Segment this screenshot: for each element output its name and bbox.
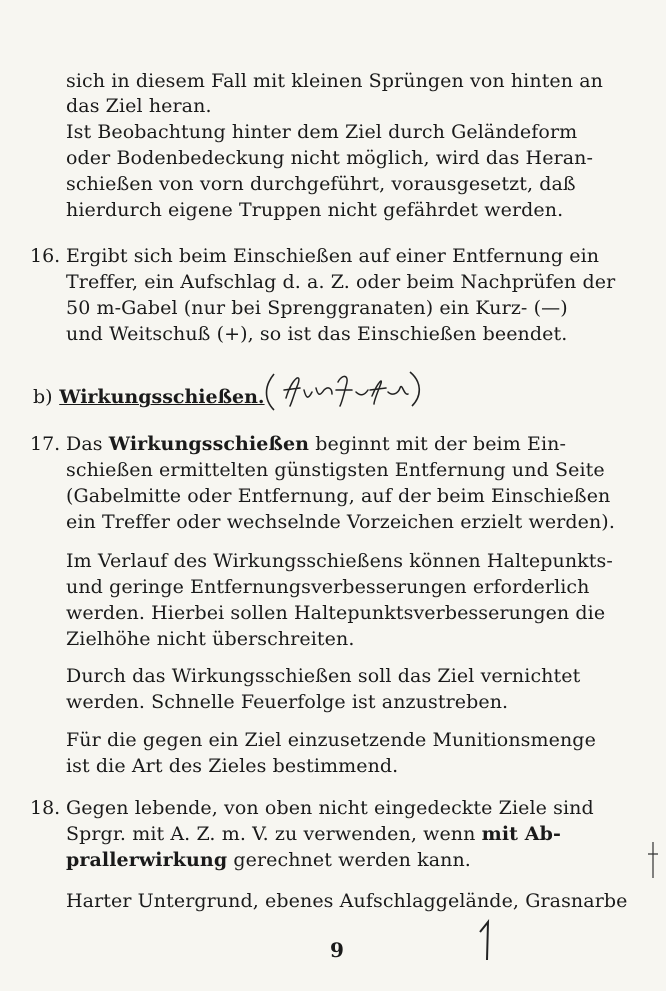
section-17-para3-line-1: Durch das Wirkungsschießen soll das Ziel vernichtet <box>66 665 581 687</box>
intro-line-5: schießen von vorn durchgeführt, vorausgesetzt, daß <box>66 173 576 195</box>
section-17-number: 17. <box>30 433 61 455</box>
section-b-label: b) <box>33 386 53 408</box>
section-18-line-4: Harter Untergrund, ebenes Aufschlaggelände, Grasnarbe <box>66 890 628 912</box>
section-17-para3-line-2: werden. Schnelle Feuerfolge ist anzustreben. <box>66 691 509 713</box>
section-17-line-2: schießen ermittelten günstigsten Entfernung und Seite <box>66 459 605 481</box>
section-b-heading <box>33 384 265 410</box>
section-18-line-3 <box>66 847 471 873</box>
section-17-line-4: ein Treffer oder wechselnde Vorzeichen erzielt werden). <box>66 511 615 533</box>
handwritten-note-drawing <box>262 368 432 412</box>
section-17-para4-line-2: ist die Art des Zieles bestimmend. <box>66 755 399 777</box>
section-18-line-2-pre: Sprgr. mit A. Z. m. V. zu verwenden, wenn <box>66 823 476 845</box>
section-b-title: Wirkungsschießen. <box>59 386 265 408</box>
section-17-para4-line-1: Für die gegen ein Ziel einzusetzende Munitionsmenge <box>66 729 596 751</box>
section-16-number: 16. <box>30 245 61 267</box>
section-16-line-1: Ergibt sich beim Einschießen auf einer Entfernung ein <box>66 245 600 267</box>
section-17-line-1-post: beginnt mit der beim Ein- <box>315 433 566 455</box>
section-17-line-1-bold: Wirkungsschießen <box>108 433 310 455</box>
section-17-para2-line-1: Im Verlauf des Wirkungsschießens können Haltepunkts- <box>66 550 613 572</box>
section-18-line-3-post: gerechnet werden kann. <box>233 849 471 871</box>
page-number: 9 <box>330 938 344 962</box>
intro-line-4: oder Bodenbedeckung nicht möglich, wird das Heran- <box>66 147 594 169</box>
section-16-line-3: 50 m-Gabel (nur bei Sprenggranaten) ein Kurz- (—) <box>66 297 568 319</box>
section-17-para2-line-3: werden. Hierbei sollen Haltepunktsverbesserungen die <box>66 602 606 624</box>
intro-line-2: das Ziel heran. <box>66 95 212 117</box>
margin-dagger-mark <box>646 840 660 880</box>
section-16-line-2: Treffer, ein Aufschlag d. a. Z. oder beim Nachprüfen der <box>66 271 616 293</box>
section-17-line-1 <box>66 431 566 457</box>
intro-line-3: Ist Beobachtung hinter dem Ziel durch Geländeform <box>66 121 578 143</box>
section-18-number: 18. <box>30 797 61 819</box>
intro-line-6: hierdurch eigene Truppen nicht gefährdet werden. <box>66 199 564 221</box>
section-17-line-3: (Gabelmitte oder Entfernung, auf der beim Einschießen <box>66 485 611 507</box>
pencil-margin-mark <box>476 918 496 962</box>
section-17-para2-line-4: Zielhöhe nicht überschreiten. <box>66 628 355 650</box>
section-18-line-3-bold: prallerwirkung <box>66 849 228 871</box>
section-18-line-1: Gegen lebende, von oben nicht eingedeckte Ziele sind <box>66 797 594 819</box>
section-16-line-4: und Weitschuß (+), so ist das Einschießen beendet. <box>66 323 568 345</box>
handwritten-note <box>262 368 432 416</box>
section-17-para2-line-2: und geringe Entfernungsverbesserungen erforderlich <box>66 576 590 598</box>
section-18-line-2-bold: mit Ab- <box>481 823 561 845</box>
section-17-line-1-pre: Das <box>66 433 103 455</box>
intro-line-1: sich in diesem Fall mit kleinen Sprüngen von hinten an <box>66 70 604 92</box>
section-18-line-2 <box>66 821 561 847</box>
